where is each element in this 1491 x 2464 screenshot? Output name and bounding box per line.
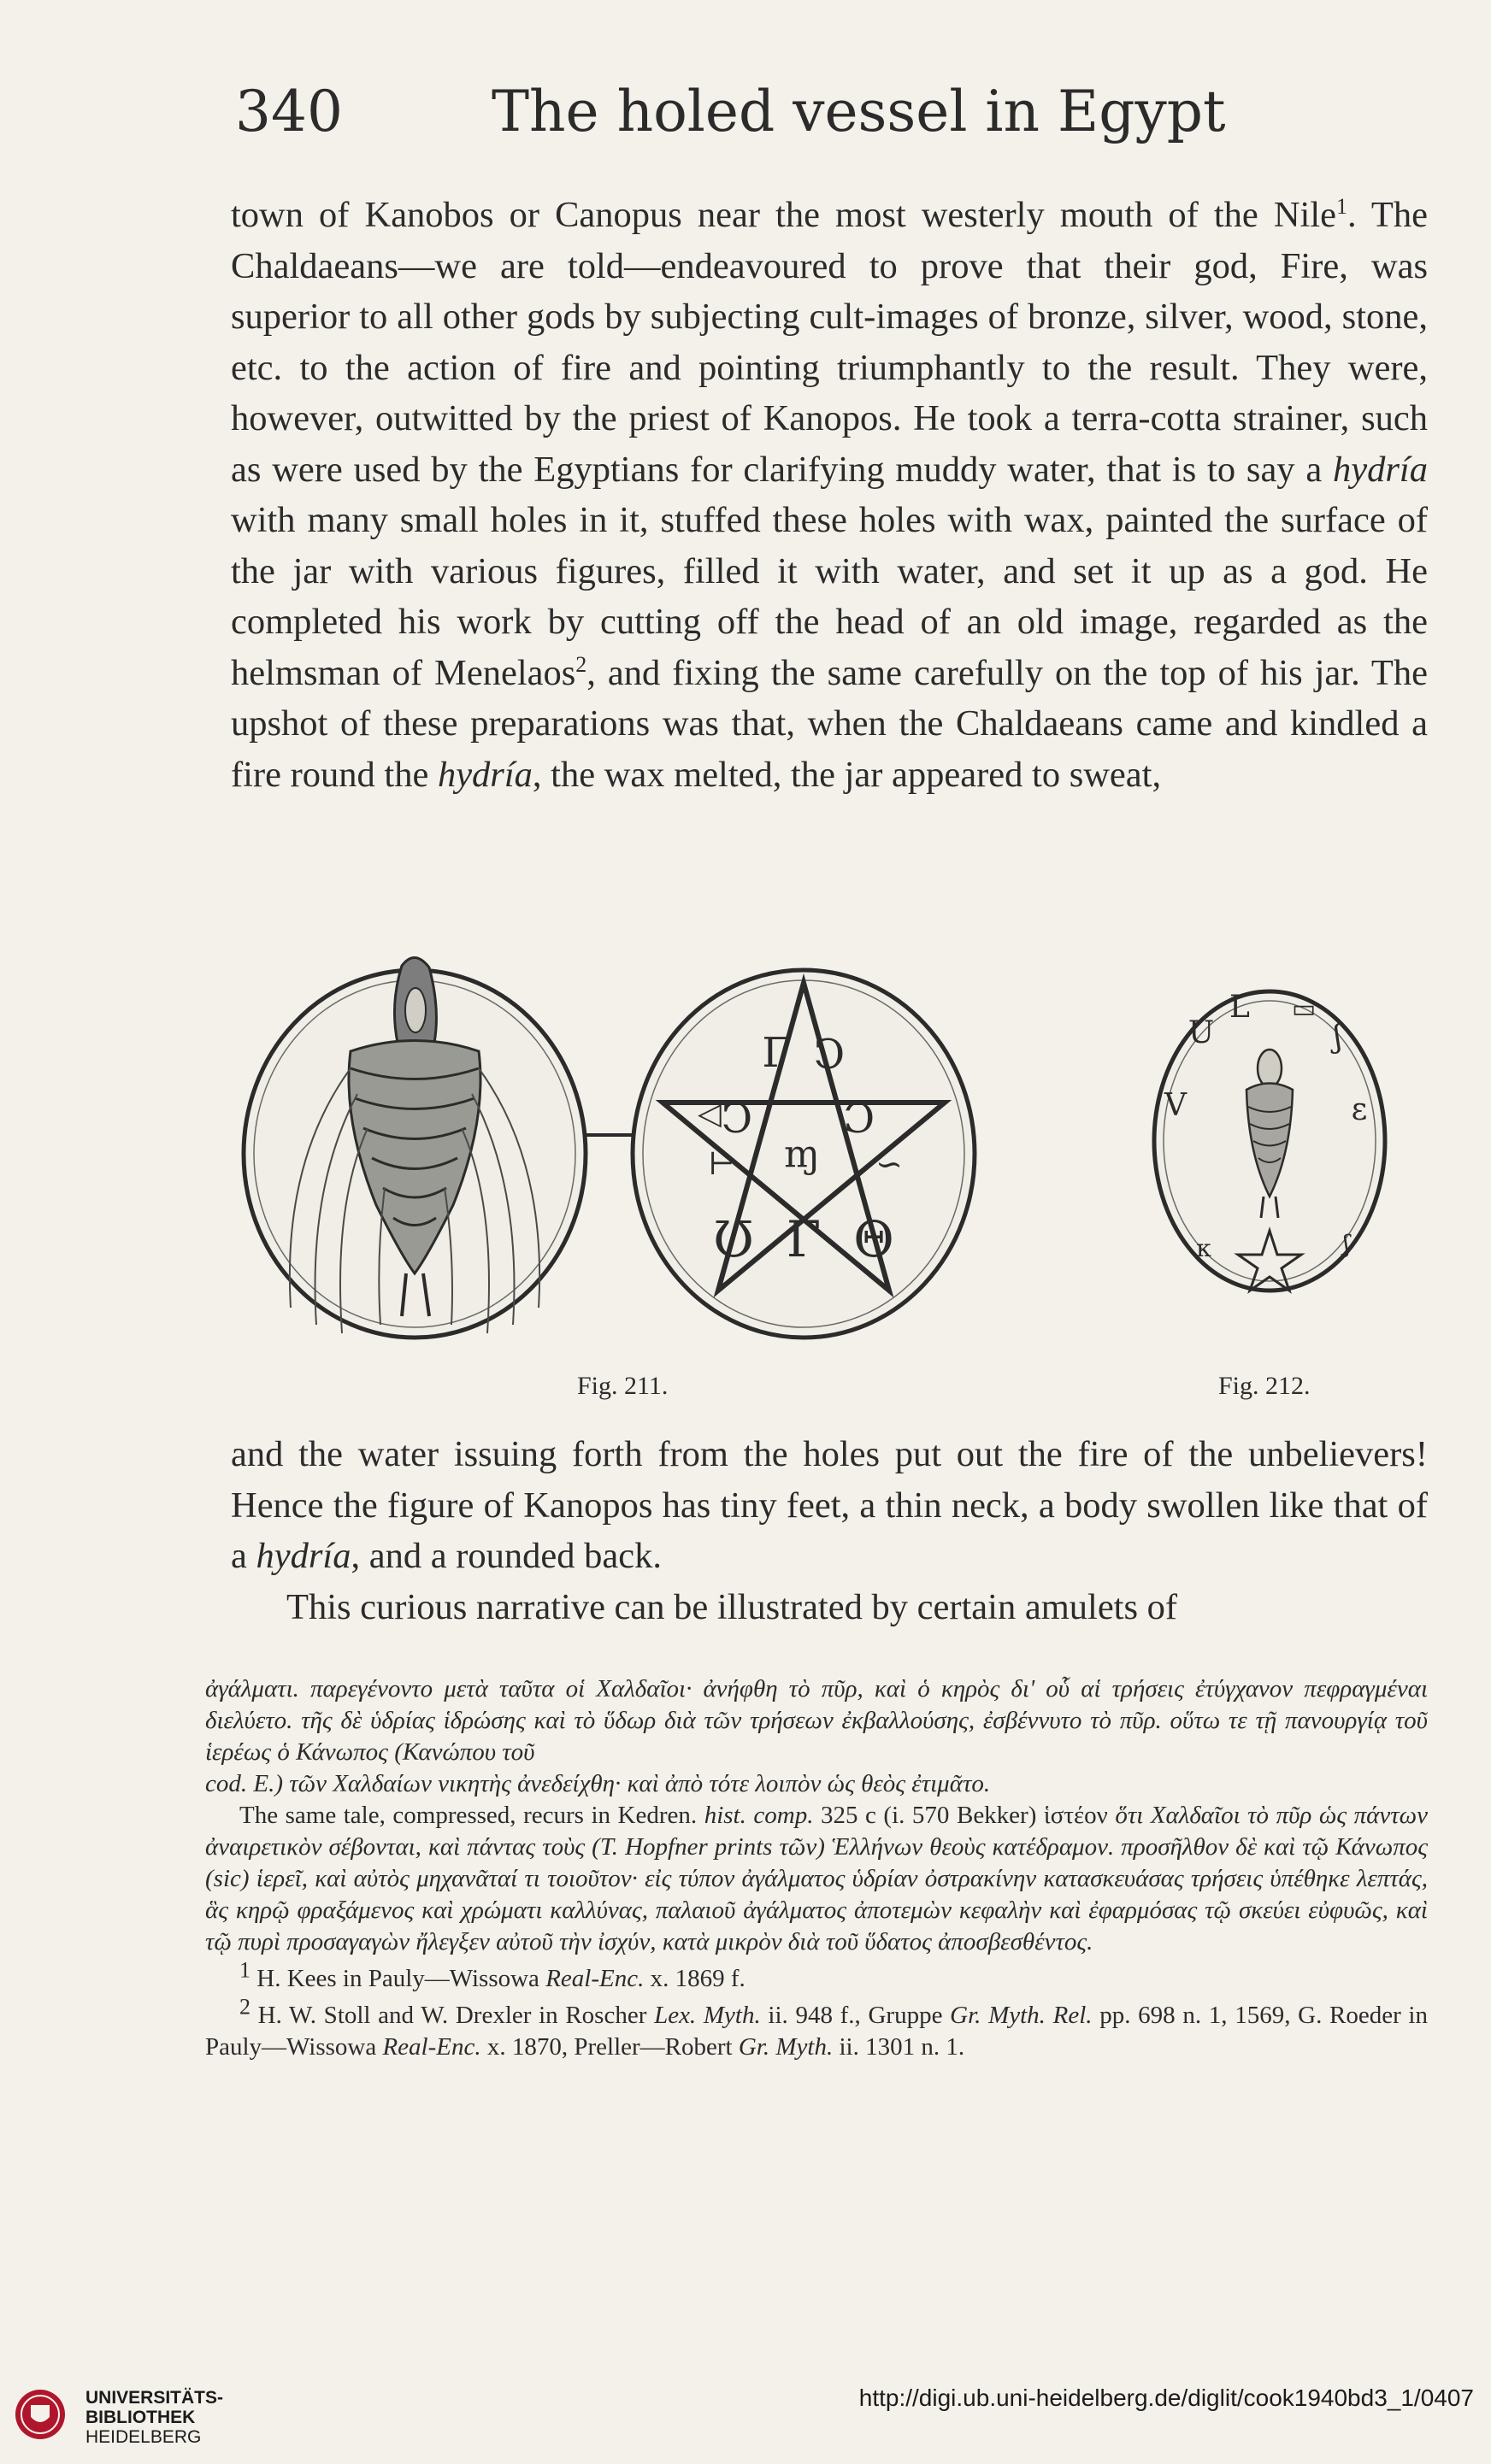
fig212-letter: κ xyxy=(1196,1234,1211,1262)
footer xyxy=(0,2350,1491,2464)
fig212-letter: ʃ xyxy=(1343,1230,1350,1258)
footnote-ref-2[interactable]: 2 xyxy=(575,651,587,677)
text-run: . The Chaldaeans—we are told—endeavoured to prove that their god, Fire, was superior to all other gods by subjecting cult-images of bronze, silver, wood, stone, etc. to the action of fire and pointing triumphantly to the result. They were, however, outwitted by the priest of Kanopos. He took a terra-cotta strainer, such as were used by the Egyptians for clarifying muddy water, that is to say a xyxy=(231,195,1428,490)
fig212-letter: U xyxy=(1187,1015,1215,1050)
footnote-1 xyxy=(205,1957,1428,1995)
fig211-letter: ◁ xyxy=(698,1097,722,1132)
italic-term: hist. comp. xyxy=(704,1802,814,1829)
italic-term: Gr. Myth. Rel. xyxy=(950,2002,1093,2029)
text-run: town of Kanobos or Canopus near the most westerly mouth of the xyxy=(231,195,1258,235)
greek-quotation-1-tail: cod. E.) τῶν Χαλδαίων νικητὴς ἀνεδείχθη· καὶ ἀπὸ τότε λοιπὸν ὡς θεὸς ἐτιμᾶτο. xyxy=(205,1770,991,1797)
body-paragraph-1 xyxy=(231,190,1428,800)
fig212-amulet xyxy=(1154,990,1385,1291)
fig211-obverse xyxy=(244,957,586,1338)
sic-mark: sic xyxy=(213,1865,241,1892)
fig211-reverse xyxy=(633,970,975,1338)
fig211-letter: ∽ xyxy=(875,1145,903,1183)
text-run: , and fixing the same carefully on the top of his jar. The upshot of these preparations was that, when the Chaldaeans came and kindled a fire round the xyxy=(231,652,1429,795)
text-run: x. 1869 f. xyxy=(644,1965,746,1992)
body-paragraph-2 xyxy=(231,1429,1428,1632)
body-paragraph-3: This curious narrative can be illustrated by certain amulets of xyxy=(286,1586,1178,1627)
text-run: H. W. Stoll and W. Drexler in Roscher xyxy=(250,2002,655,2029)
notes-block xyxy=(205,1673,1428,2063)
italic-term: Lex. Myth. xyxy=(654,2002,761,2029)
text-run: and the water issuing forth from the holes put out the fire of the unbelievers! Hence the figure of Kanopos has tiny feet, a thin neck, a body swollen like that of a xyxy=(231,1434,1428,1576)
running-title: The holed vessel in Egypt xyxy=(492,79,1226,144)
fig211-letter: Ͻ xyxy=(721,1095,753,1143)
library-name-line: HEIDELBERG xyxy=(85,2427,202,2447)
footnote-number: 1 xyxy=(239,1957,250,1983)
greek-quotation-2: Ἑλλήνων θεοὺς κατέδραμον. προσῆλθον δὲ καὶ τῷ Κάνωπος ( xyxy=(205,1833,1429,1892)
text-run: with many small holes in it, stuffed these holes with wax, painted the surface of the jar with various figures, filled it with water, and set it up as a god. He completed his work by cutting off the head of an old image, regarded as the helmsman of Menelaos xyxy=(231,500,1428,693)
text-run: ii. 1301 n. 1. xyxy=(833,2033,965,2061)
italic-term: hydría xyxy=(1333,449,1428,490)
greek-quotation-2: ὅτι Χαλδαῖοι τὸ πῦρ ὡς πάντων ἀναιρετικὸν σέβονται, καὶ πάντας τοὺς (T. Hopfner prints τῶν) xyxy=(205,1802,1429,1861)
footnote-2 xyxy=(205,1994,1428,2063)
fig212-letter: ʃ xyxy=(1334,1020,1342,1055)
italic-term: hydría xyxy=(437,754,533,795)
italic-term: Gr. Myth. xyxy=(738,2033,834,2061)
greek-quotation-1: ἀγάλματι. παρεγένοντο μετὰ ταῦτα οἱ Χαλδαῖοι· ἀνήφθη τὸ πῦρ, καὶ ὁ κηρὸς δι' οὗ αἱ τρήσεις ἐτύγχανον πεφραγμέναι διελύετο. τῆς δὲ ὑδρίας ἱδρώσης καὶ τὸ ὕδωρ διὰ τῶν τρήσεων ἐκβαλλούσης, ἐσβέννυτο τὸ πῦρ. οὕτω τε τῇ πανουργίᾳ τοῦ ἱερέως ὁ Κάνωπος (Κανώπου τοῦ xyxy=(205,1675,1428,1766)
fig211-letter: ⊢ xyxy=(708,1147,735,1182)
fig212-letter: ɛ xyxy=(1351,1092,1368,1127)
text-run: H. Kees in Pauly—Wissowa xyxy=(250,1965,546,1992)
text-run: pp. 698 n. 1, 1569, G. Roeder in Pauly—Wissowa xyxy=(205,2002,1428,2061)
fig211-letter: ɱ xyxy=(784,1132,820,1176)
figures-block xyxy=(231,949,1445,1410)
fig212-caption: Fig. 212. xyxy=(1218,1372,1311,1400)
fig211-letter: Ͻ xyxy=(813,1031,846,1079)
page-number: 340 xyxy=(235,79,343,144)
fig212-letter: ▭ xyxy=(1291,994,1317,1024)
footnote-ref-1[interactable]: 1 xyxy=(1336,193,1348,219)
fig211-letter: Γ xyxy=(786,1210,822,1268)
text-run: ii. 948 f., Gruppe xyxy=(760,2002,951,2029)
figures-illustration xyxy=(231,949,1445,1410)
italic-term: hydría xyxy=(256,1536,351,1576)
library-name-line: UNIVERSITÄTS- xyxy=(85,2388,224,2408)
fig211-letter: Ʊ xyxy=(712,1210,755,1268)
footnote-number: 2 xyxy=(239,1994,250,2020)
text-run: 325 c (i. 570 Bekker) ἱστέον xyxy=(813,1802,1108,1829)
kedren-note xyxy=(205,1800,1428,1958)
text-run: Nile xyxy=(1273,195,1337,235)
fig212-letter: L xyxy=(1229,990,1250,1025)
greek-quotation-2: ) ἱερεῖ, καὶ αὐτὸς μηχανᾶταί τι τοιοῦτον· εἰς τύπον ἀγάλματος ὑδρίαν ὀστρακίνην κατασκευάσας τρήσεις ὑπέθηκε λεπτάς, ἃς κηρῷ φραξάμενος καὶ χρώματι καλλύνας, παλαιοῦ ἀγάλματος ἀποτεμὼν κεφαλὴν καὶ ἐφαρμόσας τῷ σκεύει εὐφυῶς, καὶ τῷ πυρὶ προσαγαγὼν ἤλεγξεν αὐτοῦ τὴν ἰσχύν, κατὰ μικρὸν διὰ τοῦ ὕδατος ἀποσβεσθέντος. xyxy=(205,1865,1428,1955)
fig211-letter: Ɔ xyxy=(843,1095,875,1143)
text-run: , and a rounded back. xyxy=(351,1536,662,1576)
source-url-link[interactable]: http://digi.ub.uni-heidelberg.de/diglit/cook1940bd3_1/0407 xyxy=(858,2385,1474,2411)
fig211-letter: Γ xyxy=(762,1029,791,1077)
fig212-letter: V xyxy=(1164,1088,1187,1123)
fig211-letter: Θ xyxy=(853,1210,894,1268)
page-header xyxy=(235,79,1432,173)
text-run: x. 1870, Preller—Robert xyxy=(480,2033,739,2061)
text-run: , the wax melted, the jar appeared to sweat, xyxy=(532,754,1162,795)
text-run: The same tale, compressed, recurs in Kedren. xyxy=(239,1802,704,1829)
university-seal-icon xyxy=(14,2388,67,2441)
fig211-caption: Fig. 211. xyxy=(577,1372,669,1400)
library-name xyxy=(85,2388,223,2447)
library-name-line: BIBLIOTHEK xyxy=(85,2408,196,2427)
italic-term: Real-Enc. xyxy=(545,1965,645,1992)
italic-term: Real-Enc. xyxy=(382,2033,481,2061)
